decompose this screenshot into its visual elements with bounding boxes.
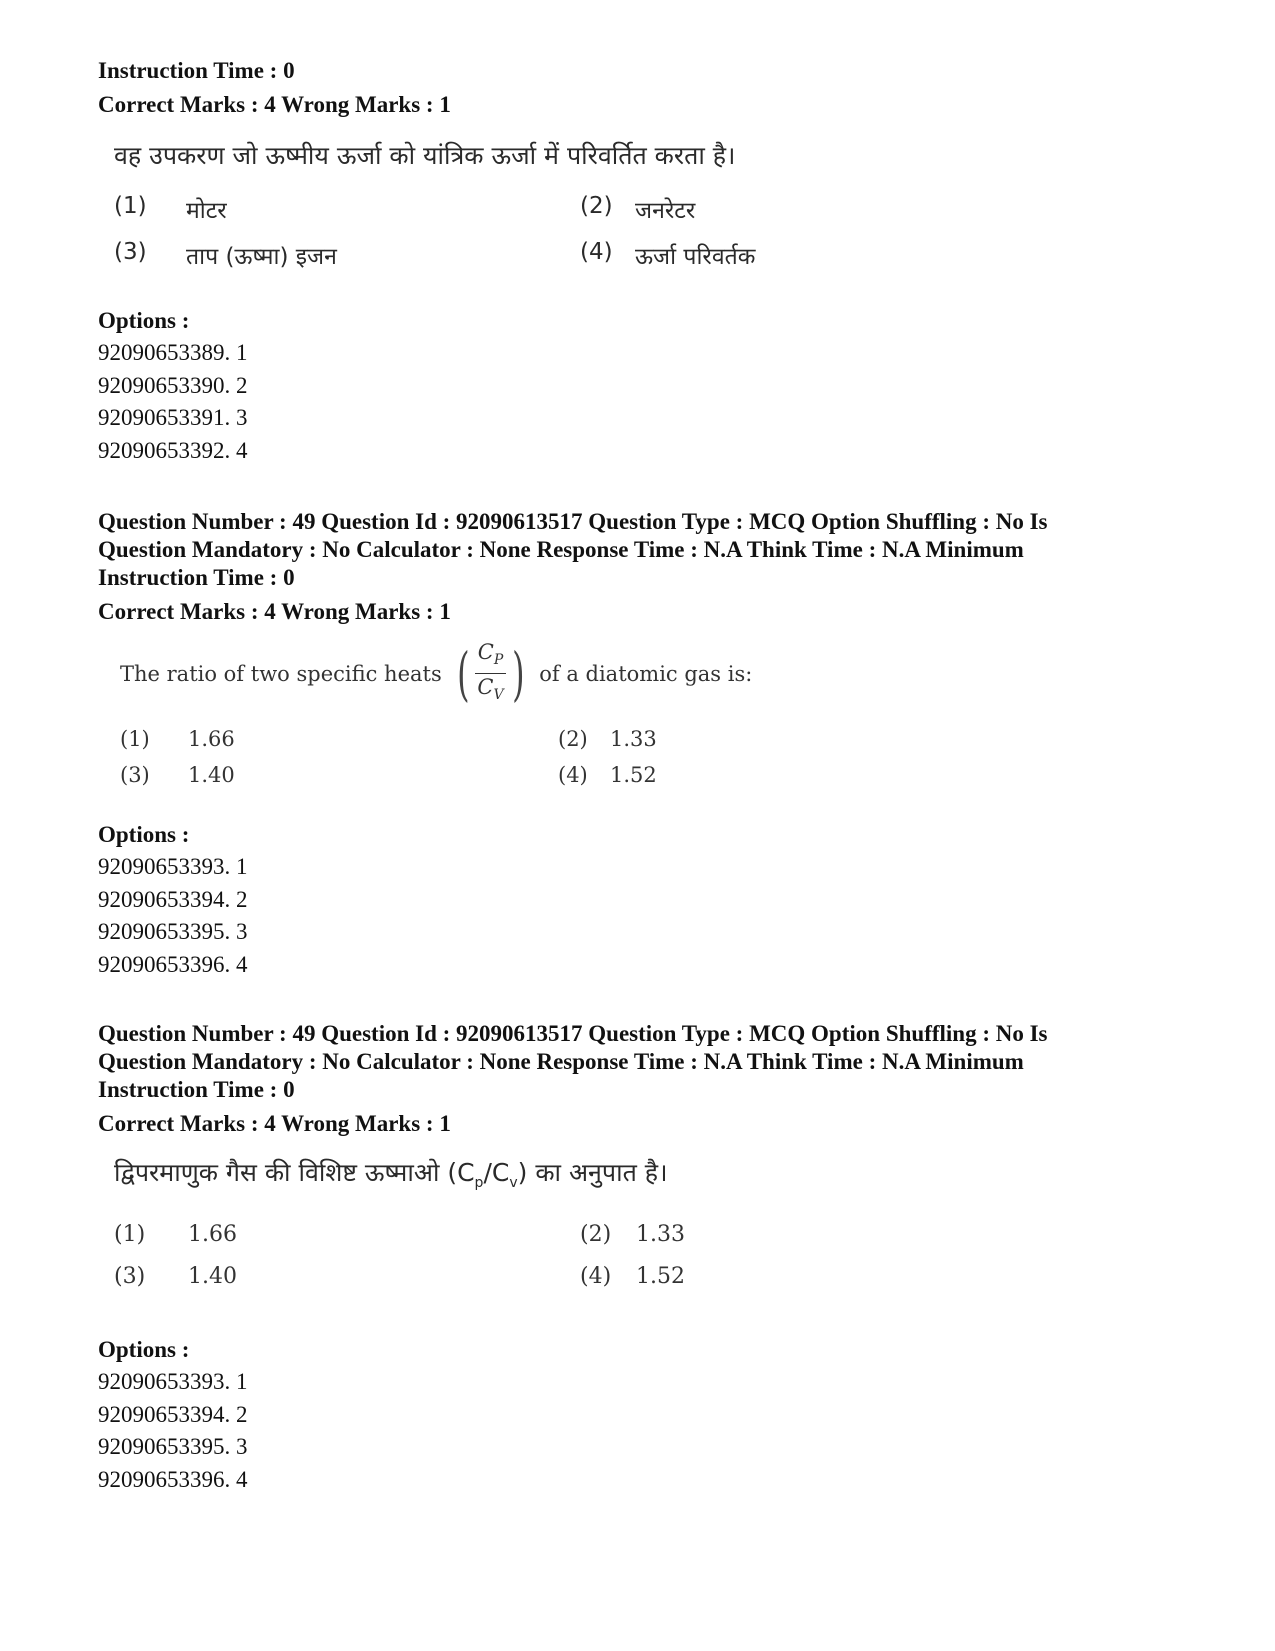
question-meta-line-2: Question Mandatory : No Calculator : None Response Time : N.A Think Time : N.A Minimum <box>98 537 1024 562</box>
option-item: 92090653393. 1 <box>98 1369 248 1394</box>
question-block-2 <box>98 508 1188 981</box>
choice-number: (4) <box>580 1264 612 1289</box>
question-block-1 <box>98 57 1188 467</box>
question-meta-line-2: Question Mandatory : No Calculator : None Response Time : N.A Think Time : N.A Minimum <box>98 1049 1024 1074</box>
choice-text: मोटर <box>186 198 227 224</box>
options-list <box>98 851 1188 981</box>
option-item: 92090653395. 3 <box>98 1434 248 1459</box>
choice-number: (4) <box>558 763 588 788</box>
question-text <box>98 640 1188 707</box>
option-item: 92090653394. 2 <box>98 886 248 912</box>
choice-2 <box>580 193 695 225</box>
choice-4 <box>558 763 657 787</box>
marks-line: Correct Marks : 4 Wrong Marks : 1 <box>98 599 451 624</box>
option-item: 92090653392. 4 <box>98 437 248 463</box>
choice-text: ऊर्जा परिवर्तक <box>635 244 756 270</box>
question-text-end: of a diatomic gas is: <box>539 661 753 686</box>
choice-text: 1.66 <box>188 727 235 752</box>
options-heading: Options : <box>98 822 190 848</box>
options-list <box>98 337 1188 467</box>
option-item: 92090653396. 4 <box>98 951 248 977</box>
choice-text: 1.52 <box>610 763 657 788</box>
choice-text: जनरेटर <box>635 198 696 224</box>
choice-4 <box>580 239 755 271</box>
instruction-time: Instruction Time : 0 <box>98 1077 295 1102</box>
options-heading: Options : <box>98 1337 190 1362</box>
choice-text: 1.33 <box>636 1222 685 1247</box>
question-image <box>98 139 1188 285</box>
choice-grid <box>98 1222 1188 1306</box>
choice-number: (3) <box>114 1264 146 1289</box>
choice-number: (1) <box>120 727 150 752</box>
question-block-3 <box>98 1020 1188 1496</box>
instruction-time: Instruction Time : 0 <box>98 58 295 83</box>
choice-grid <box>98 727 1188 799</box>
question-meta-line-1: Question Number : 49 Question Id : 92090613517 Question Type : MCQ Option Shuffling : No Is <box>98 1021 1048 1046</box>
choice-text: 1.40 <box>188 1264 237 1289</box>
choice-number: (4) <box>580 239 613 265</box>
question-text: वह उपकरण जो ऊष्मीय ऊर्जा को यांत्रिक ऊर्जा में परिवर्तित करता है। <box>114 141 736 170</box>
question-text-start: The ratio of two specific heats <box>120 661 442 686</box>
choice-number: (1) <box>114 1222 146 1247</box>
choice-text: 1.33 <box>610 727 657 752</box>
question-image <box>98 640 1188 799</box>
choice-text: ताप (ऊष्मा) इजन <box>186 244 337 270</box>
choice-grid <box>98 193 1188 285</box>
question-meta-line-1: Question Number : 49 Question Id : 92090613517 Question Type : MCQ Option Shuffling : No Is <box>98 509 1048 534</box>
marks-line: Correct Marks : 4 Wrong Marks : 1 <box>98 1111 451 1136</box>
choice-number: (2) <box>580 1222 612 1247</box>
question-text: द्विपरमाणुक गैस की विशिष्ट ऊष्माओ $(C_p/C_v)$ का अनुपात है। <box>114 1158 668 1191</box>
option-item: 92090653390. 2 <box>98 372 248 398</box>
fraction-denominator: $C_V$ <box>477 675 504 704</box>
fraction-numerator: $C_P$ <box>475 640 507 674</box>
marks-line: Correct Marks : 4 Wrong Marks : 1 <box>98 92 451 117</box>
options-heading: Options : <box>98 308 190 333</box>
choice-3 <box>114 239 337 271</box>
fraction <box>474 640 506 707</box>
choice-text: 1.52 <box>636 1264 685 1289</box>
choice-2 <box>580 1222 685 1247</box>
choice-1 <box>120 727 235 751</box>
choice-number: (3) <box>114 239 147 265</box>
instruction-time: Instruction Time : 0 <box>98 565 295 590</box>
option-item: 92090653389. 1 <box>98 340 248 365</box>
choice-3 <box>114 1264 237 1289</box>
choice-number: (1) <box>114 193 147 219</box>
option-item: 92090653394. 2 <box>98 1401 248 1427</box>
choice-1 <box>114 1222 237 1247</box>
choice-number: (3) <box>120 763 150 788</box>
option-item: 92090653391. 3 <box>98 405 248 430</box>
choice-1 <box>114 193 227 225</box>
right-paren-icon: ) <box>511 639 525 708</box>
choice-4 <box>580 1264 685 1289</box>
choice-number: (2) <box>580 193 613 219</box>
choice-text: 1.66 <box>188 1222 237 1247</box>
option-item: 92090653395. 3 <box>98 919 248 945</box>
cp-cv-fraction <box>452 640 529 707</box>
choice-2 <box>558 727 657 751</box>
choice-3 <box>120 763 235 787</box>
options-list <box>98 1366 1188 1496</box>
option-item: 92090653393. 1 <box>98 854 248 880</box>
choice-number: (2) <box>558 727 588 752</box>
left-paren-icon: ( <box>456 639 470 708</box>
choice-text: 1.40 <box>188 763 235 788</box>
option-item: 92090653396. 4 <box>98 1466 248 1492</box>
question-image <box>98 1156 1188 1306</box>
